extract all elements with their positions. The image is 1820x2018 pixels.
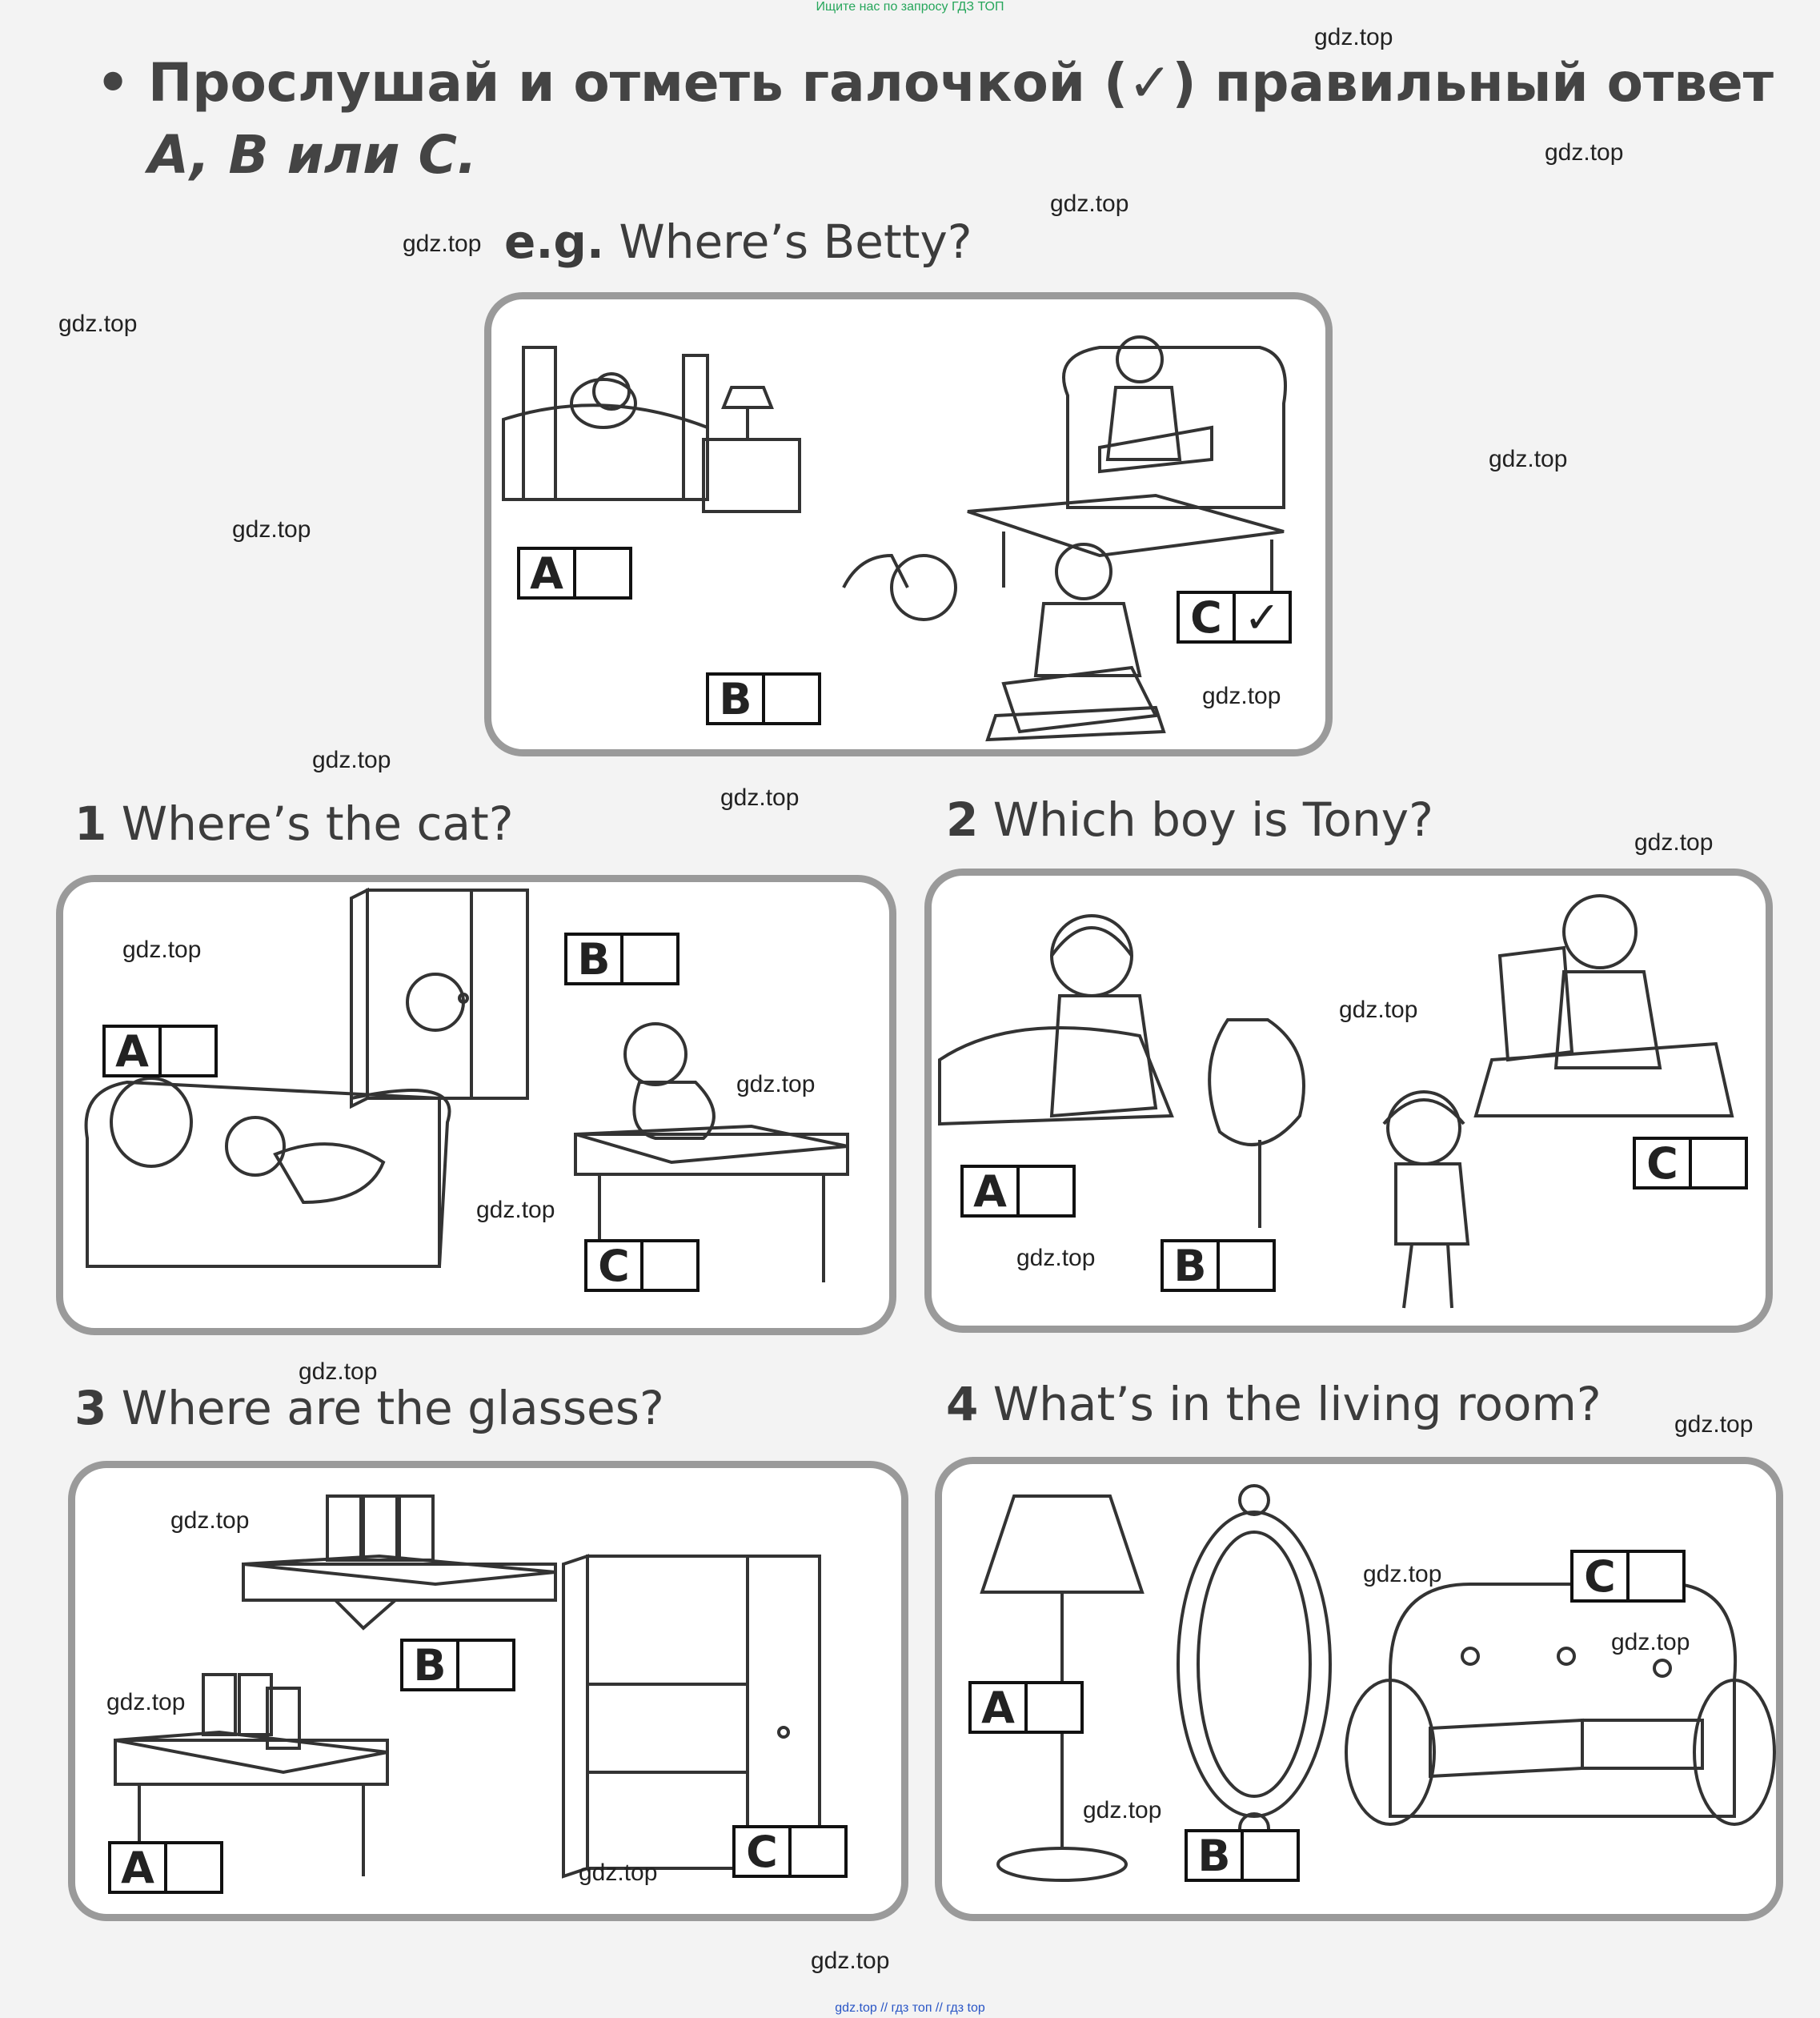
option-letter: A bbox=[520, 550, 576, 596]
question-2-option-b[interactable] bbox=[1161, 1239, 1276, 1292]
question-text: Which boy is Tony? bbox=[992, 792, 1433, 847]
question-number: 1 bbox=[74, 796, 107, 851]
option-letter: B bbox=[1188, 1832, 1244, 1879]
option-letter: C bbox=[736, 1828, 792, 1875]
answer-checkbox[interactable] bbox=[1020, 1168, 1072, 1214]
option-letter: C bbox=[587, 1242, 643, 1289]
watermark: gdz.top bbox=[1339, 997, 1418, 1023]
option-letter: B bbox=[567, 936, 623, 982]
question-3 bbox=[74, 1381, 664, 1435]
watermark: gdz.top bbox=[1634, 829, 1714, 856]
option-letter: C bbox=[1180, 594, 1236, 640]
nightstand-icon bbox=[704, 439, 800, 512]
watermark: gdz.top bbox=[1016, 1245, 1096, 1271]
answer-checkbox[interactable] bbox=[162, 1028, 214, 1074]
watermark: gdz.top bbox=[299, 1358, 378, 1385]
watermark: gdz.top bbox=[1545, 139, 1624, 166]
watermark: gdz.top bbox=[811, 1948, 890, 1974]
example-question-text: Where’s Betty? bbox=[619, 215, 972, 269]
question-3-option-a[interactable] bbox=[108, 1841, 223, 1894]
watermark: gdz.top bbox=[232, 516, 311, 543]
watermark: gdz.top bbox=[1202, 683, 1281, 709]
example-prefix: e.g. bbox=[504, 215, 604, 269]
example-option-b[interactable] bbox=[706, 672, 821, 725]
bed-post-left bbox=[523, 347, 555, 499]
mirror-icon bbox=[1178, 1512, 1330, 1816]
question-4 bbox=[946, 1377, 1602, 1431]
question-number: 2 bbox=[946, 792, 979, 847]
watermark: gdz.top bbox=[736, 1071, 816, 1097]
example-illustration bbox=[491, 299, 1325, 749]
watermark: gdz.top bbox=[720, 784, 800, 811]
coffee-table-icon bbox=[968, 495, 1284, 556]
answer-checkbox[interactable] bbox=[1244, 1832, 1297, 1879]
answer-checkbox[interactable] bbox=[167, 1844, 220, 1891]
question-2 bbox=[946, 792, 1433, 847]
answer-checkbox[interactable] bbox=[623, 936, 676, 982]
lamp-icon bbox=[724, 387, 772, 407]
watermark: gdz.top bbox=[579, 1860, 658, 1886]
option-letter: A bbox=[972, 1684, 1028, 1731]
question-4-option-c[interactable] bbox=[1570, 1550, 1686, 1603]
option-letter: A bbox=[964, 1168, 1020, 1214]
cupboard-icon bbox=[587, 1556, 820, 1868]
wardrobe-icon bbox=[367, 890, 527, 1098]
question-text: What’s in the living room? bbox=[992, 1377, 1602, 1431]
answer-checkbox[interactable] bbox=[1220, 1242, 1273, 1289]
option-letter: B bbox=[403, 1642, 459, 1688]
floor-lamp-icon bbox=[982, 1496, 1142, 1592]
glass-icon bbox=[399, 1496, 433, 1560]
option-letter: C bbox=[1636, 1140, 1692, 1186]
cat-icon bbox=[226, 1117, 284, 1175]
answer-checkmark[interactable]: ✓ bbox=[1244, 592, 1281, 643]
cat-icon bbox=[407, 974, 463, 1030]
glass-icon bbox=[363, 1496, 397, 1560]
table-icon bbox=[575, 1126, 848, 1162]
answer-checkbox[interactable] bbox=[765, 676, 818, 722]
option-letter: A bbox=[106, 1028, 162, 1074]
header-search-link[interactable]: Ищите нас по запросу ГДЗ ТОП bbox=[816, 0, 1004, 14]
boy-with-computer-icon bbox=[1564, 896, 1636, 968]
watermark: gdz.top bbox=[122, 937, 202, 963]
footer-links[interactable]: gdz.top // гдз топ // гдз top bbox=[835, 2001, 985, 2015]
watermark: gdz.top bbox=[1363, 1561, 1442, 1587]
walking-boy-icon bbox=[1388, 1092, 1460, 1164]
example-question bbox=[504, 215, 972, 269]
watermark: gdz.top bbox=[403, 231, 482, 257]
question-3-option-c[interactable] bbox=[732, 1825, 848, 1878]
glass-icon bbox=[327, 1496, 361, 1560]
question-1-option-b[interactable] bbox=[564, 933, 679, 985]
answer-checkbox[interactable] bbox=[576, 550, 629, 596]
wardrobe-door-icon bbox=[351, 890, 367, 1106]
glass-icon bbox=[203, 1675, 235, 1735]
question-2-option-c[interactable] bbox=[1633, 1137, 1748, 1190]
question-number: 4 bbox=[946, 1377, 979, 1431]
watermark: gdz.top bbox=[58, 311, 138, 337]
small-table-icon bbox=[115, 1732, 387, 1772]
question-1-option-a[interactable] bbox=[102, 1025, 218, 1077]
question-text: Where’s the cat? bbox=[121, 796, 514, 851]
watermark: gdz.top bbox=[1050, 191, 1129, 217]
watermark: gdz.top bbox=[476, 1197, 555, 1223]
question-4-option-a[interactable] bbox=[968, 1681, 1084, 1734]
watermark: gdz.top bbox=[1611, 1629, 1690, 1655]
cat-icon bbox=[625, 1024, 686, 1085]
watermark: gdz.top bbox=[170, 1507, 250, 1534]
example-option-c[interactable] bbox=[1177, 591, 1292, 644]
watermark: gdz.top bbox=[1314, 24, 1393, 50]
armchair-icon bbox=[1064, 347, 1285, 508]
watermark: gdz.top bbox=[1674, 1411, 1754, 1438]
bed-icon bbox=[503, 405, 708, 499]
option-letter: C bbox=[1573, 1553, 1630, 1599]
question-1 bbox=[74, 796, 514, 851]
question-2-option-a[interactable] bbox=[960, 1165, 1076, 1218]
option-letter: A bbox=[111, 1844, 167, 1891]
tree-icon bbox=[1209, 1020, 1304, 1145]
question-1-option-c[interactable] bbox=[584, 1239, 700, 1292]
watermark: gdz.top bbox=[106, 1689, 186, 1715]
answer-checkbox[interactable] bbox=[1028, 1684, 1080, 1731]
bullet: • bbox=[96, 52, 130, 114]
cupboard-door-icon bbox=[563, 1556, 587, 1876]
instruction-line-1: Прослушай и отметь галочкой (✓) правильный ответ bbox=[148, 52, 1774, 114]
option-letter: B bbox=[1164, 1242, 1220, 1289]
watermark: gdz.top bbox=[1489, 446, 1568, 472]
question-number: 3 bbox=[74, 1381, 107, 1435]
sofa-icon bbox=[1390, 1584, 1735, 1816]
question-text: Where are the glasses? bbox=[121, 1381, 664, 1435]
watermark: gdz.top bbox=[312, 747, 391, 773]
watermark: gdz.top bbox=[1083, 1797, 1162, 1823]
option-letter: B bbox=[709, 676, 765, 722]
question-4-option-b[interactable] bbox=[1185, 1829, 1300, 1882]
question-3-option-b[interactable] bbox=[400, 1639, 515, 1691]
answer-checkbox[interactable] bbox=[459, 1642, 512, 1688]
answer-checkbox[interactable] bbox=[792, 1828, 844, 1875]
answer-checkbox[interactable] bbox=[643, 1242, 696, 1289]
answer-checkbox[interactable] bbox=[1630, 1553, 1682, 1599]
example-option-a[interactable] bbox=[517, 547, 632, 600]
answer-checkbox[interactable] bbox=[1692, 1140, 1745, 1186]
instruction-line-2: A, B или C. bbox=[148, 124, 477, 186]
